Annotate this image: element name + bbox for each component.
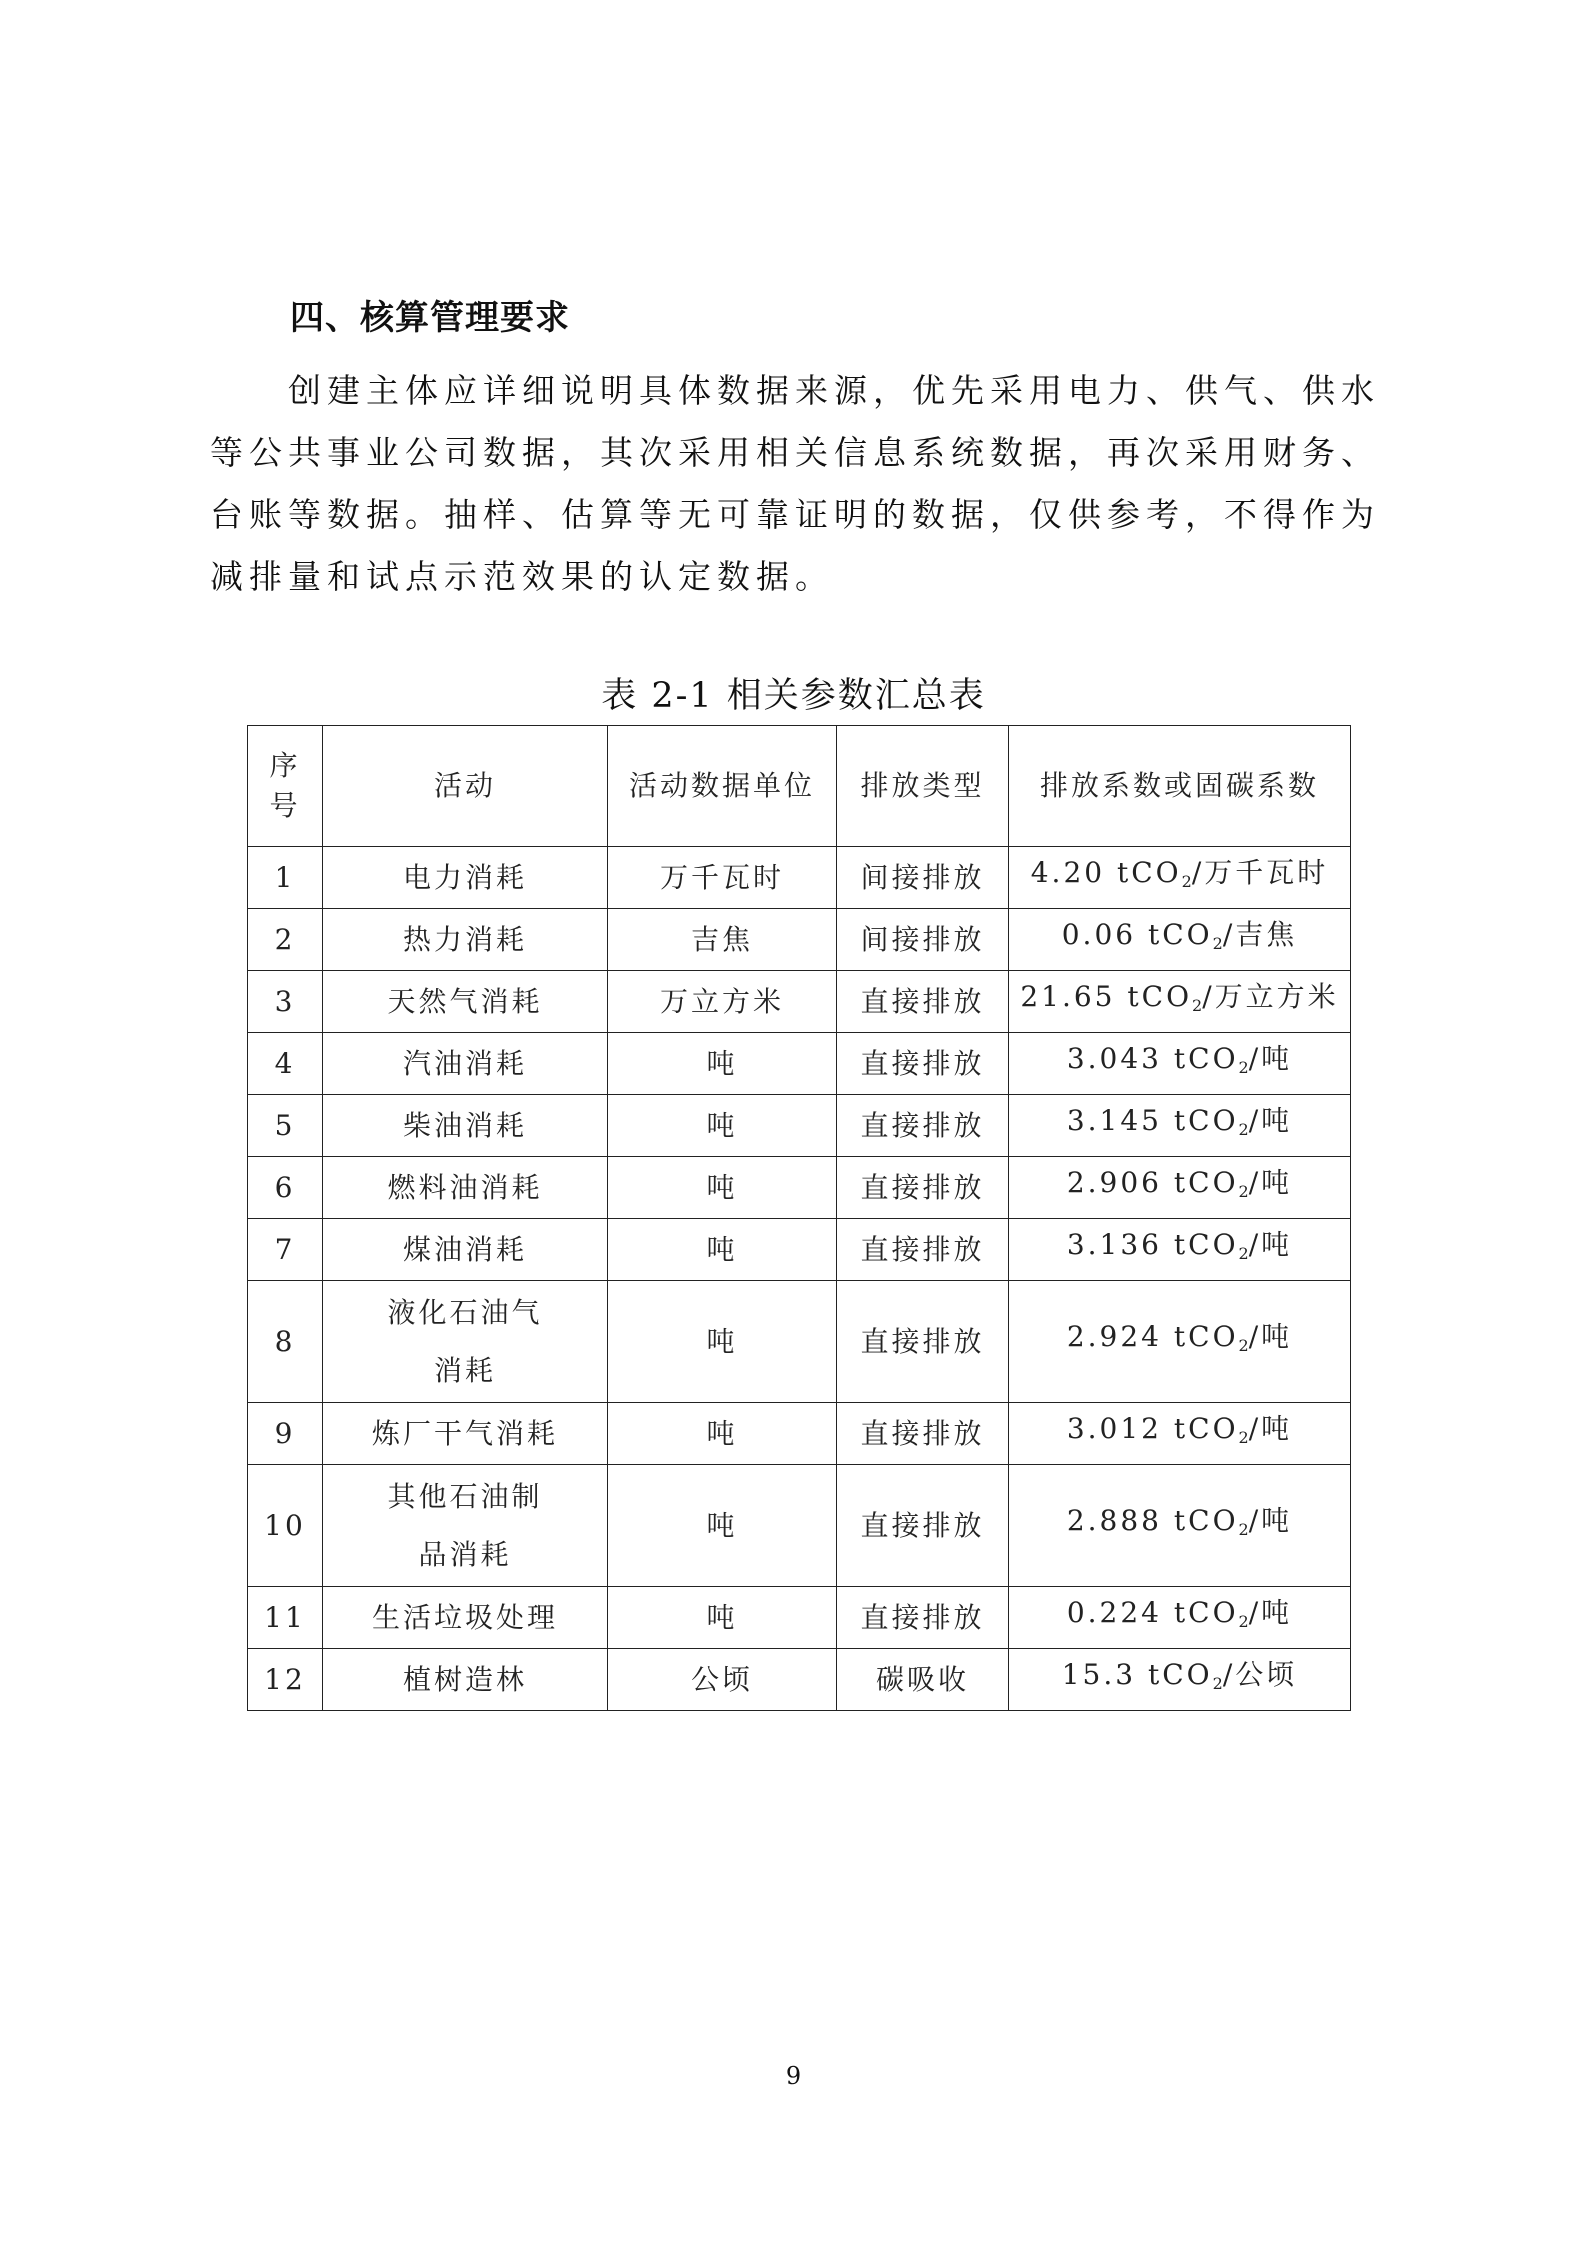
cell-factor: [1009, 1095, 1351, 1157]
cell-unit: 吨: [608, 1033, 837, 1095]
factor-unit-prefix: tCO: [1173, 1412, 1239, 1445]
factor-unit-separator: /: [1248, 1104, 1262, 1137]
activity-text: 生活垃圾处理: [371, 1600, 558, 1634]
cell-seq: 8: [248, 1281, 323, 1403]
cell-factor: [1009, 1403, 1351, 1465]
activity-text: 电力消耗: [402, 860, 527, 894]
factor-unit-subscript: 2: [1212, 1674, 1223, 1693]
factor-value: 3.043: [1066, 1042, 1162, 1075]
factor-unit-subscript: 2: [1181, 872, 1192, 891]
table-caption: 表 2-1 相关参数汇总表: [601, 676, 986, 716]
factor-unit-prefix: tCO: [1173, 1504, 1239, 1537]
factor-per-unit: 吨: [1261, 1104, 1293, 1137]
factor-unit-subscript: 2: [1238, 1120, 1249, 1139]
table-row: [248, 1587, 1351, 1649]
factor-unit-separator: /: [1248, 1320, 1262, 1353]
cell-emission-type: 直接排放: [837, 1219, 1009, 1281]
activity-text: 燃料油消耗: [387, 1170, 543, 1204]
cell-activity: [323, 971, 608, 1033]
cell-seq: 4: [248, 1033, 323, 1095]
factor-unit-prefix: tCO: [1127, 980, 1193, 1013]
cell-activity: [323, 1587, 608, 1649]
factor-value: 0.06: [1061, 918, 1137, 951]
cell-seq: 2: [248, 909, 323, 971]
cell-activity: [323, 1157, 608, 1219]
factor-unit-subscript: 2: [1238, 1182, 1249, 1201]
cell-factor: [1009, 971, 1351, 1033]
cell-activity: [323, 847, 608, 909]
cell-unit: 吨: [608, 1403, 837, 1465]
table-row: [248, 1033, 1351, 1095]
activity-text: 天然气消耗: [387, 984, 543, 1018]
cell-emission-type: 直接排放: [837, 1033, 1009, 1095]
factor-unit-prefix: tCO: [1116, 856, 1182, 889]
factor-unit-separator: /: [1222, 918, 1236, 951]
cell-factor: [1009, 1465, 1351, 1587]
factor-per-unit: 吨: [1261, 1412, 1293, 1445]
cell-factor: [1009, 1649, 1351, 1711]
cell-unit: 吨: [608, 1465, 837, 1587]
factor-unit-subscript: 2: [1238, 1244, 1249, 1263]
cell-unit: 吨: [608, 1095, 837, 1157]
cell-factor: [1009, 1219, 1351, 1281]
activity-text: 柴油消耗: [402, 1108, 527, 1142]
cell-activity: [323, 1095, 608, 1157]
cell-unit: 吨: [608, 1281, 837, 1403]
header-unit: 活动数据单位: [608, 726, 837, 847]
cell-activity: [323, 1649, 608, 1711]
table-row: [248, 1465, 1351, 1587]
cell-emission-type: 直接排放: [837, 1587, 1009, 1649]
activity-text: 炼厂干气消耗: [371, 1416, 558, 1450]
body-paragraph: 创建主体应详细说明具体数据来源，优先采用电力、供气、供水等公共事业公司数据，其次采用相关信息系统数据，再次采用财务、台账等数据。抽样、估算等无可靠证明的数据，仅供参考，不得作为减排量和试点示范效果的认定数据。: [210, 371, 1380, 596]
cell-unit: 吨: [608, 1219, 837, 1281]
header-seq: 序 号: [248, 726, 323, 847]
factor-unit-subscript: 2: [1238, 1520, 1249, 1539]
cell-factor: [1009, 1281, 1351, 1403]
factor-unit-subscript: 2: [1192, 996, 1203, 1015]
activity-text: 其他石油制品消耗: [387, 1479, 543, 1571]
parameters-table: [247, 725, 1351, 1711]
table-row: [248, 1219, 1351, 1281]
cell-unit: 吨: [608, 1157, 837, 1219]
factor-unit-separator: /: [1202, 980, 1215, 1013]
cell-emission-type: 直接排放: [837, 1281, 1009, 1403]
factor-unit-separator: /: [1248, 1228, 1262, 1261]
factor-unit-prefix: tCO: [1173, 1596, 1239, 1629]
factor-per-unit: 吨: [1261, 1504, 1293, 1537]
cell-activity: [323, 1465, 608, 1587]
factor-per-unit: 吉焦: [1235, 918, 1298, 951]
factor-unit-subscript: 2: [1238, 1612, 1249, 1631]
table-row: [248, 847, 1351, 909]
table-header-row: [248, 726, 1351, 847]
cell-factor: [1009, 1033, 1351, 1095]
cell-seq: 7: [248, 1219, 323, 1281]
factor-per-unit: 吨: [1261, 1320, 1293, 1353]
cell-emission-type: 直接排放: [837, 971, 1009, 1033]
factor-per-unit: 吨: [1261, 1042, 1293, 1075]
cell-seq: 6: [248, 1157, 323, 1219]
cell-emission-type: 直接排放: [837, 1157, 1009, 1219]
table-row: [248, 1403, 1351, 1465]
factor-value: 3.012: [1066, 1412, 1162, 1445]
factor-per-unit: 吨: [1261, 1596, 1293, 1629]
factor-per-unit: 万立方米: [1214, 980, 1339, 1013]
factor-value: 3.145: [1066, 1104, 1162, 1137]
factor-unit-prefix: tCO: [1173, 1228, 1239, 1261]
cell-seq: 10: [248, 1465, 323, 1587]
activity-text: 煤油消耗: [402, 1232, 527, 1266]
factor-value: 0.224: [1066, 1596, 1162, 1629]
table-row: [248, 1649, 1351, 1711]
factor-value: 2.924: [1066, 1320, 1162, 1353]
activity-text: 植树造林: [402, 1662, 527, 1696]
factor-value: 2.888: [1066, 1504, 1162, 1537]
cell-seq: 12: [248, 1649, 323, 1711]
factor-unit-subscript: 2: [1238, 1336, 1249, 1355]
table-row: [248, 1281, 1351, 1403]
cell-emission-type: 直接排放: [837, 1403, 1009, 1465]
factor-value: 2.906: [1066, 1166, 1162, 1199]
cell-seq: 3: [248, 971, 323, 1033]
cell-factor: [1009, 1157, 1351, 1219]
factor-unit-subscript: 2: [1238, 1428, 1249, 1447]
factor-unit-prefix: tCO: [1173, 1166, 1239, 1199]
factor-value: 3.136: [1066, 1228, 1162, 1261]
cell-activity: [323, 1403, 608, 1465]
header-emission-type: 排放类型: [837, 726, 1009, 847]
factor-unit-separator: /: [1222, 1658, 1236, 1691]
cell-unit: 吉焦: [608, 909, 837, 971]
cell-emission-type: 间接排放: [837, 909, 1009, 971]
factor-unit-separator: /: [1248, 1412, 1262, 1445]
cell-unit: 万千瓦时: [608, 847, 837, 909]
factor-per-unit: 吨: [1261, 1228, 1293, 1261]
cell-seq: 1: [248, 847, 323, 909]
table-row: [248, 909, 1351, 971]
cell-seq: 9: [248, 1403, 323, 1465]
factor-unit-prefix: tCO: [1147, 918, 1213, 951]
activity-text: 液化石油气消耗: [387, 1295, 543, 1387]
page-number: 9: [785, 2062, 802, 2090]
cell-unit: 吨: [608, 1587, 837, 1649]
cell-seq: 5: [248, 1095, 323, 1157]
factor-value: 4.20: [1030, 856, 1106, 889]
factor-per-unit: 公顷: [1235, 1658, 1298, 1691]
header-activity: 活动: [323, 726, 608, 847]
cell-emission-type: 间接排放: [837, 847, 1009, 909]
table-row: [248, 1157, 1351, 1219]
activity-text: 热力消耗: [402, 922, 527, 956]
cell-emission-type: 直接排放: [837, 1465, 1009, 1587]
cell-factor: [1009, 909, 1351, 971]
factor-value: 21.65: [1020, 980, 1116, 1013]
cell-unit: 公顷: [608, 1649, 837, 1711]
factor-unit-prefix: tCO: [1147, 1658, 1213, 1691]
cell-activity: [323, 1033, 608, 1095]
table-row: [248, 971, 1351, 1033]
cell-activity: [323, 909, 608, 971]
factor-unit-separator: /: [1248, 1504, 1262, 1537]
cell-seq: 11: [248, 1587, 323, 1649]
factor-unit-separator: /: [1248, 1166, 1262, 1199]
cell-unit: 万立方米: [608, 971, 837, 1033]
factor-unit-separator: /: [1248, 1596, 1262, 1629]
factor-value: 15.3: [1061, 1658, 1137, 1691]
header-factor: 排放系数或固碳系数: [1009, 726, 1351, 847]
factor-unit-prefix: tCO: [1173, 1042, 1239, 1075]
cell-activity: [323, 1219, 608, 1281]
activity-text: 汽油消耗: [402, 1046, 527, 1080]
factor-unit-subscript: 2: [1238, 1058, 1249, 1077]
factor-unit-separator: /: [1191, 856, 1205, 889]
factor-per-unit: 万千瓦时: [1204, 856, 1329, 889]
cell-activity: [323, 1281, 608, 1403]
factor-unit-subscript: 2: [1212, 934, 1223, 953]
cell-factor: [1009, 847, 1351, 909]
table-row: [248, 1095, 1351, 1157]
cell-emission-type: 碳吸收: [837, 1649, 1009, 1711]
factor-unit-prefix: tCO: [1173, 1320, 1239, 1353]
factor-per-unit: 吨: [1261, 1166, 1293, 1199]
factor-unit-separator: /: [1248, 1042, 1262, 1075]
cell-factor: [1009, 1587, 1351, 1649]
cell-emission-type: 直接排放: [837, 1095, 1009, 1157]
section-heading: 四、核算管理要求: [290, 298, 570, 338]
factor-unit-prefix: tCO: [1173, 1104, 1239, 1137]
